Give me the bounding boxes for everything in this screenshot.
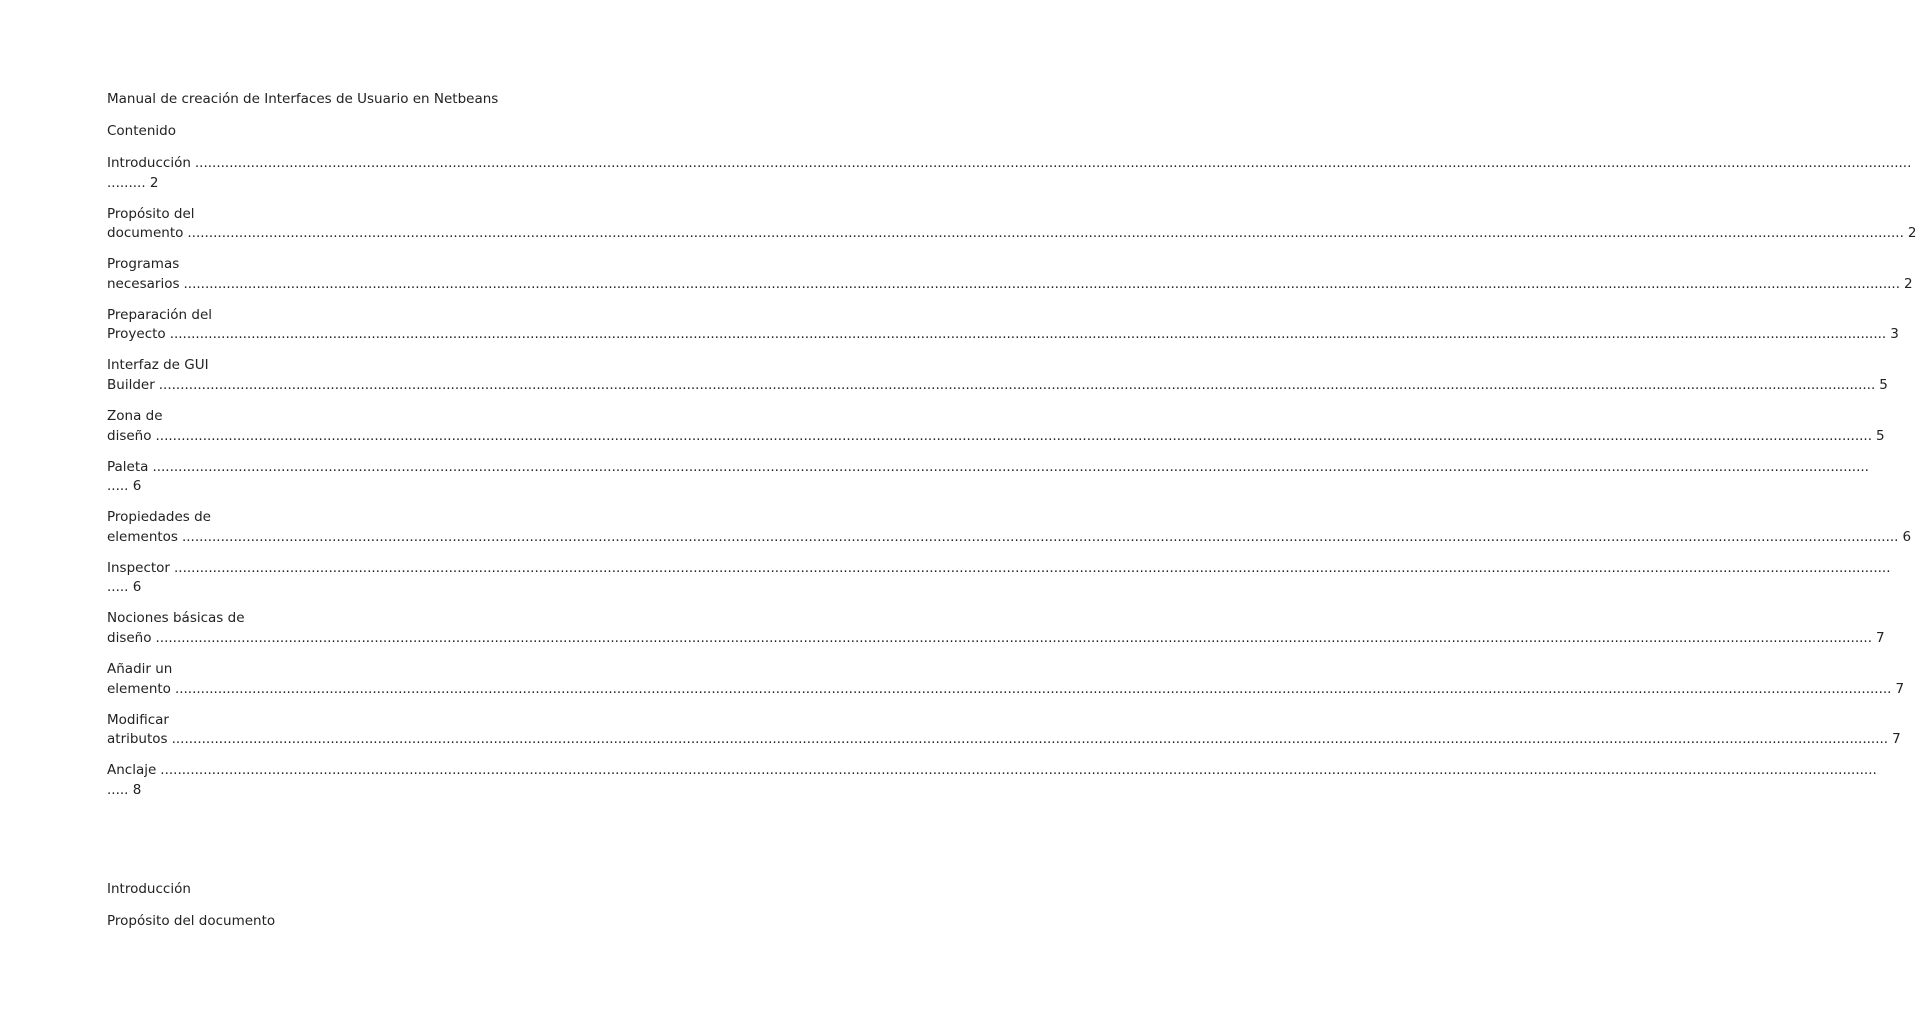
toc-entry-label: Anclaje [107,762,157,779]
toc-entry-label: Nociones básicas de [107,610,245,627]
toc-page-number: 5 [1879,376,1888,393]
toc-heading: Contenido [107,123,176,139]
toc-dot-leader: ................................................................................................................................................................................................................................................................................................................................................................................................................ [173,559,1891,576]
toc-entry-label: Propiedades de [107,509,211,526]
toc-entry-label: Interfaz de GUI [107,357,209,374]
toc-page-number: 7 [1876,629,1885,646]
toc-entry-label-continuation: Builder [107,376,155,393]
section-heading-proposito: Propósito del documento [107,913,276,929]
toc-entry-label: Zona de [107,408,163,424]
toc-entry-label: Preparación del [107,306,213,323]
toc-dot-leader-continuation: ..... [107,579,129,596]
toc-dot-leader: ................................................................................................................................................................................................................................................................................................................................................................................................................ [160,762,1877,779]
toc-dot-leader-continuation: ......... [107,174,146,191]
toc-page-number: 6 [1902,528,1912,545]
toc-entry-label: Modificar [107,711,169,728]
toc-dot-leader: ................................................................................................................................................................................................................................................................................................................................................................................................................ [194,155,1912,171]
toc-entry-label: Introducción [107,155,191,171]
toc-dot-leader-continuation: ..... [107,478,129,495]
toc-page-number: 2 [149,174,159,191]
document-title: Manual de creación de Interfaces de Usuario en Netbeans [107,91,499,107]
section-heading-introduccion: Introducción [107,881,191,897]
toc-page-number: 6 [132,478,142,495]
toc-dot-leader: ................................................................................................................................................................................................................................................................................................................................................................................................................ [152,458,1869,475]
toc-dot-leader: ................................................................................................................................................................................................................................................................................................................................................................................................................ [183,275,1901,292]
toc-entry-label-continuation: elementos [107,528,178,545]
toc-entry-label-continuation: diseño [107,427,152,444]
toc-dot-leader: ................................................................................................................................................................................................................................................................................................................................................................................................................ [174,680,1892,697]
toc-entry-label: Añadir un [107,661,173,677]
toc-entry-label-continuation: atributos [107,731,168,748]
toc-entry-label-continuation: documento [107,225,184,242]
toc-page-number: 2 [1907,225,1916,242]
toc-dot-leader: ................................................................................................................................................................................................................................................................................................................................................................................................................ [155,629,1872,646]
toc-entry-label-continuation: elemento [107,680,171,697]
toc-entry-label-continuation: Proyecto [107,326,166,343]
toc-entry-label: Paleta [107,458,149,475]
toc-page-number: 7 [1892,731,1901,748]
toc-page-number: 7 [1895,680,1905,697]
toc-dot-leader: ................................................................................................................................................................................................................................................................................................................................................................................................................ [155,427,1872,444]
toc-entry-label-continuation: diseño [107,629,152,646]
toc-page-number: 3 [1890,326,1899,343]
toc-entry-label-continuation: necesarios [107,275,180,292]
toc-entry-label: Propósito del [107,205,195,222]
toc-entry-label: Inspector [107,559,170,576]
toc-entry-label: Programas [107,256,180,273]
toc-dot-leader-continuation: ..... [107,781,129,798]
toc-dot-leader: ................................................................................................................................................................................................................................................................................................................................................................................................................ [171,731,1889,748]
toc-page-number: 6 [132,579,142,596]
toc-dot-leader: ................................................................................................................................................................................................................................................................................................................................................................................................................ [158,376,1876,393]
toc-dot-leader: ................................................................................................................................................................................................................................................................................................................................................................................................................ [187,225,1904,242]
document-page [107,0,1916,1024]
toc-page-number: 8 [132,781,142,798]
toc-page-number: 5 [1876,427,1885,444]
toc-page-number: 2 [1904,275,1913,292]
toc-dot-leader: ................................................................................................................................................................................................................................................................................................................................................................................................................ [181,528,1899,545]
toc-dot-leader: ................................................................................................................................................................................................................................................................................................................................................................................................................ [169,326,1887,343]
